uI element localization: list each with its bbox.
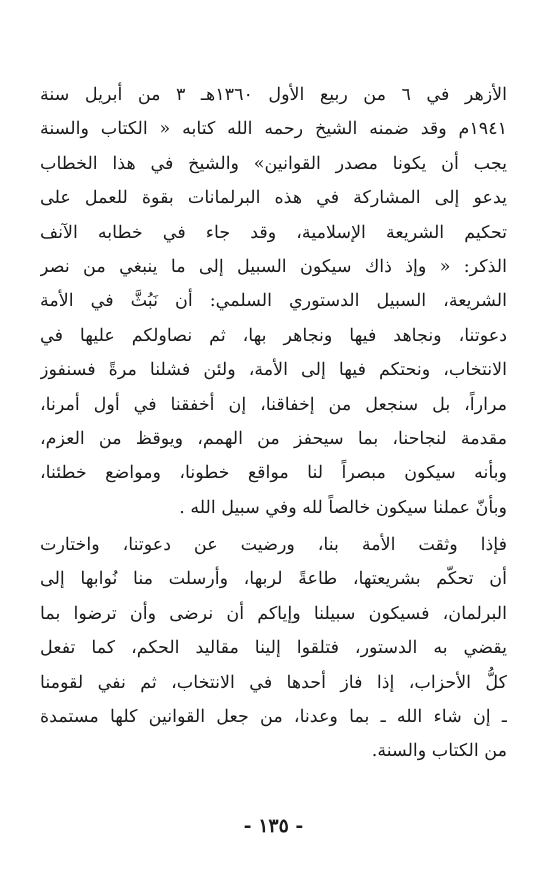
- text-line: الأزهر في ٦ من ربيع الأول ١٣٦٠هـ ٣ من أبريل سنة: [40, 85, 507, 105]
- text-line: ١٩٤١م وقد ضمنه الشيخ رحمه الله كتابه « الكتاب والسنة: [40, 119, 507, 140]
- text-line: يجب أن يكونا مصدر القوانين» والشيخ في هذا الخطاب: [40, 153, 507, 174]
- text-line: فإذا وثقت الأمة بنا، ورضيت عن دعوتنا، واختارت: [40, 535, 507, 555]
- text-line: تحكيم الشريعة الإسلامية، وقد جاء في خطابه الآنف: [40, 222, 507, 243]
- paragraph-1: [40, 78, 507, 525]
- text-line: البرلمان، فسيكون سبيلنا وإياكم أن نرضى وأن ترضوا بما: [40, 603, 507, 624]
- text-line: كلُّ الأحزاب، إذا فاز أحدها في الانتخاب، ثم نفي لقومنا: [40, 672, 507, 693]
- text-line: يدعو إلى المشاركة في هذه البرلمانات بقوة للعمل على: [40, 188, 507, 209]
- text-line: وبأنه سيكون مبصراً لنا مواقع خطونا، ومواضع خطئنا،: [40, 463, 507, 484]
- text-line: الانتخاب، ونحتكم فيها إلى الأمة، ولئن فشلنا مرةً فسنفوز: [40, 360, 507, 381]
- text-line: وبأنّ عملنا سيكون خالصاً لله وفي سبيل الله .: [179, 497, 507, 518]
- paragraph-2: [40, 528, 507, 769]
- text-line: دعوتنا، ونجاهد فيها ونجاهر بها، ثم نصاولكم عليها في: [40, 325, 507, 346]
- text-line: يقضي به الدستور، فتلقوا إلينا مقاليد الحكم، كما تفعل: [40, 638, 507, 659]
- page-number: - ١٣٥ -: [243, 815, 304, 837]
- text-line: مقدمة لنجاحنا، بما سيحفز من الهمم، ويوقظ من العزم،: [40, 428, 507, 449]
- text-line: ـ إن شاء الله ـ بما وعدنا، من جعل القوانين كلها مستمدة: [40, 706, 507, 727]
- text-line: أن تحكّم بشريعتها، طاعةً لربها، وأرسلت منا نُوابها إلى: [40, 569, 507, 590]
- text-line: من الكتاب والسنة.: [371, 741, 507, 762]
- text-line: الذكر: « وإذ ذاك سيكون السبيل إلى ما ينبغي من نصر: [40, 256, 507, 277]
- text-line: الشريعة، السبيل الدستوري السلمي: أن نَبُثَّ في الأمة: [40, 291, 507, 312]
- text-line: مراراً، بل سنجعل من إخفاقنا، إن أخفقنا في أول أمرنا،: [40, 394, 507, 415]
